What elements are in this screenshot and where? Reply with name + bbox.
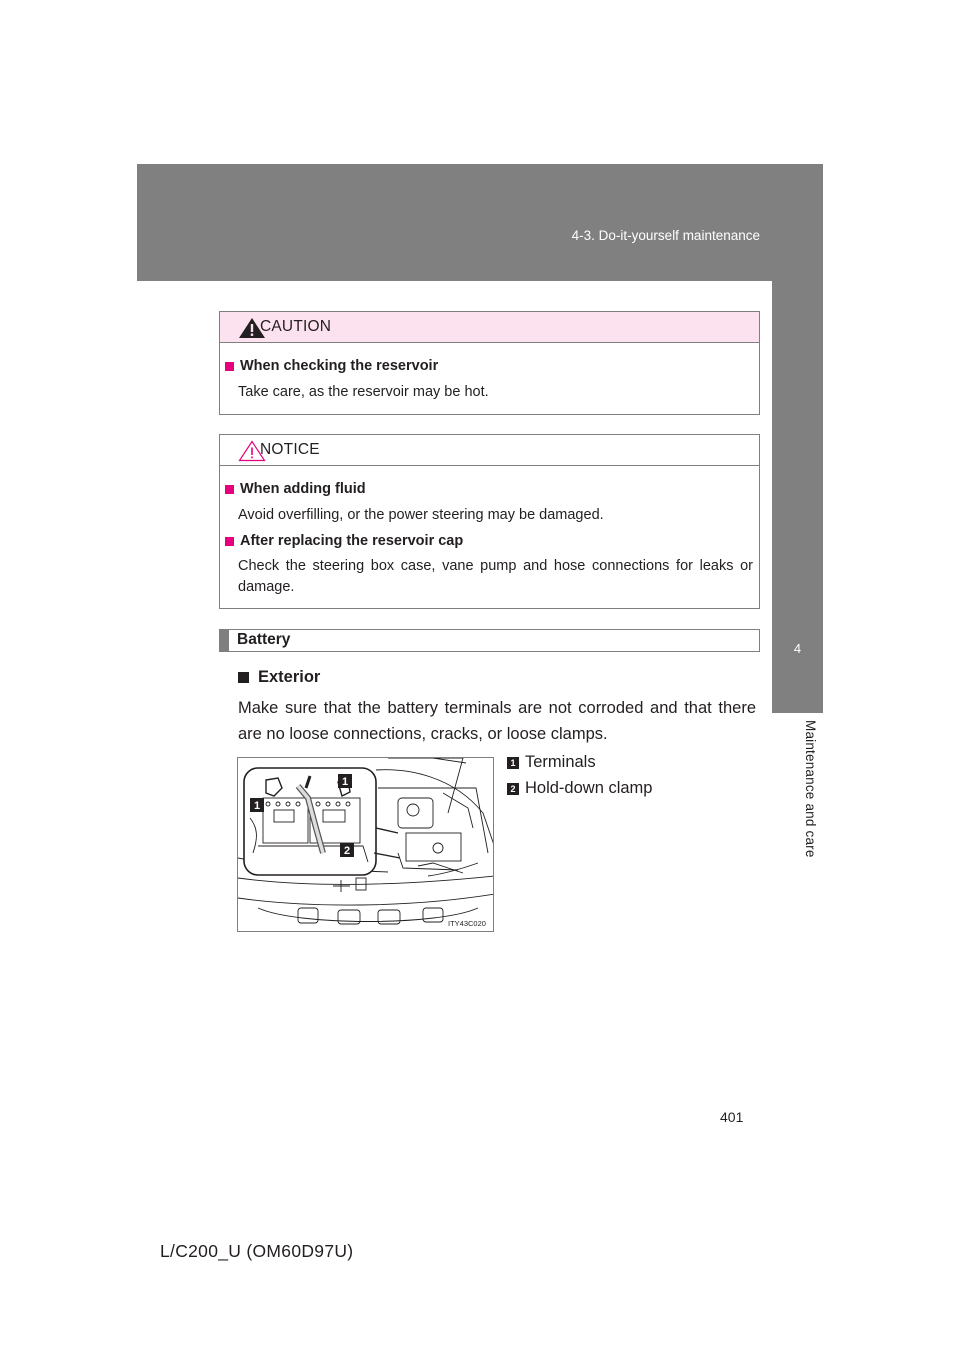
notice-item-text: Check the steering box case, vane pump and hose connections for leaks or damage.	[238, 558, 753, 595]
legend-item	[507, 753, 596, 772]
notice-body	[220, 466, 759, 610]
page-number: 401	[720, 1109, 744, 1125]
notice-item-title: After replacing the reservoir cap	[224, 528, 753, 554]
caution-item-title: When checking the reservoir	[224, 353, 753, 379]
bullet-square-icon	[225, 362, 234, 371]
figure-code: ITY43C020	[448, 919, 486, 928]
engine-bay-drawing	[238, 758, 494, 932]
caution-item-text: Take care, as the reservoir may be hot.	[238, 384, 489, 400]
subheading: Exterior	[238, 668, 320, 687]
section-accent	[220, 630, 229, 651]
bullet-square-icon	[238, 672, 249, 683]
notice-header	[220, 435, 759, 466]
bullet-square-icon	[225, 537, 234, 546]
figure-callout: 1	[253, 800, 261, 812]
legend-number: 2	[507, 783, 519, 795]
section-heading-bar	[219, 629, 760, 652]
chapter-label: Maintenance and care	[803, 720, 818, 858]
section-title: 4-3. Do-it-yourself maintenance	[571, 228, 760, 243]
legend-item	[507, 779, 652, 798]
section-heading: Battery	[237, 631, 291, 648]
figure-callout: 2	[343, 845, 351, 857]
notice-item-text: Avoid overfilling, or the power steering may be damaged.	[238, 507, 604, 523]
legend-number: 1	[507, 757, 519, 769]
legend-label: Terminals	[525, 753, 596, 771]
notice-box	[219, 434, 760, 609]
caution-box	[219, 311, 760, 415]
battery-illustration	[237, 757, 494, 932]
header-bar	[137, 164, 823, 281]
chapter-number: 4	[793, 641, 802, 656]
legend-label: Hold-down clamp	[525, 779, 653, 797]
caution-heading: CAUTION	[260, 318, 332, 335]
caution-header	[220, 312, 759, 343]
figure-callout: 1	[341, 776, 349, 788]
bullet-square-icon	[225, 485, 234, 494]
footer-model-code: L/C200_U (OM60D97U)	[160, 1241, 354, 1261]
caution-body	[220, 343, 759, 417]
body-paragraph: Make sure that the battery terminals are not corroded and that there are no loose connections, cracks, or loose clamps.	[238, 699, 756, 743]
notice-heading: NOTICE	[260, 441, 320, 458]
notice-item-title: When adding fluid	[224, 476, 753, 502]
